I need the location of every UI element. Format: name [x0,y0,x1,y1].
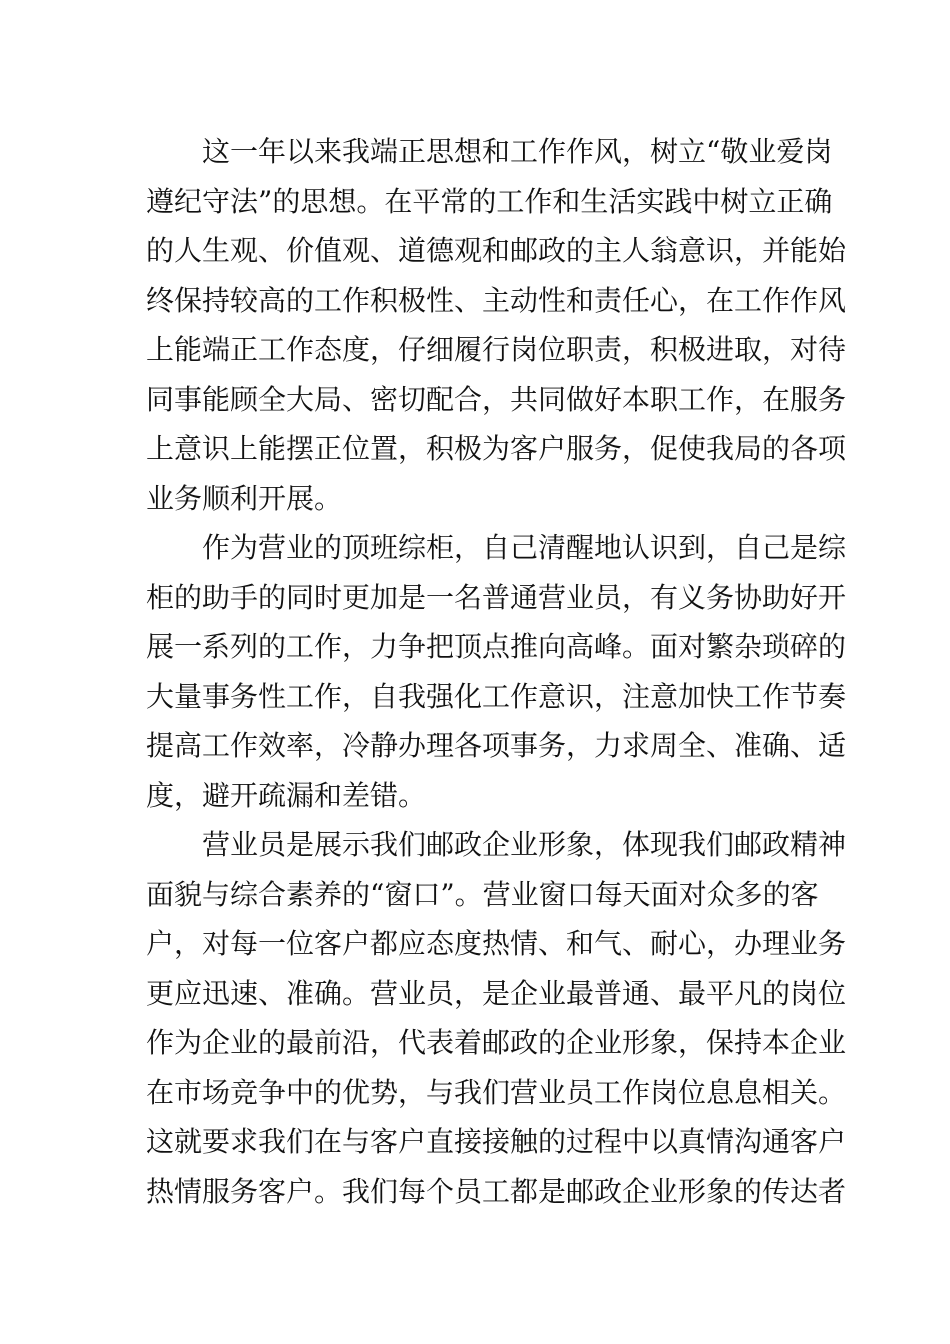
text-line: 业务顺利开展。 [146,481,343,515]
text-line: 上能端正工作态度，仔细履行岗位职责，积极进取，对待 [146,333,847,366]
text-line: 终保持较高的工作积极性、主动性和责任心，在工作作风 [146,283,847,317]
text-line: 大量事务性工作，自我强化工作意识，注意加快工作节奏 [146,679,847,713]
text-line: 度，避开疏漏和差错。 [146,778,427,812]
paragraph-2 [146,523,847,820]
text-line: 户，对每一位客户都应态度热情、和气、耐心，办理业务 [146,927,847,960]
text-line: 提高工作效率，冷静办理各项事务，力求周全、准确、适 [146,729,847,762]
text-line: 柜的助手的同时更加是一名普通营业员，有义务协助好开 [146,580,847,614]
text-line: 在市场竞争中的优势，与我们营业员工作岗位息息相关。 [146,1075,847,1109]
text-line: 上意识上能摆正位置，积极为客户服务，促使我局的各项 [146,432,847,465]
text-line: 面貌与综合素养的“窗口”。营业窗口每天面对众多的客 [146,877,819,911]
text-line: 营业员是展示我们邮政企业形象，体现我们邮政精神 [202,828,847,861]
paragraph-3 [146,820,847,1216]
text-line: 更应迅速、准确。营业员，是企业最普通、最平凡的岗位 [146,976,847,1010]
text-line: 热情服务客户。我们每个员工都是邮政企业形象的传达者 [146,1174,847,1208]
text-line: 这一年以来我端正思想和工作作风，树立“敬业爱岗 [202,135,833,168]
text-line: 作为营业的顶班综柜，自己清醒地认识到，自己是综 [202,531,847,564]
paragraph-1 [146,127,847,523]
text-line: 的人生观、价值观、道德观和邮政的主人翁意识，并能始 [146,234,847,267]
text-line: 同事能顾全大局、密切配合，共同做好本职工作，在服务 [146,382,847,416]
text-line: 展一系列的工作，力争把顶点推向高峰。面对繁杂琐碎的 [146,630,847,663]
text-line: 这就要求我们在与客户直接接触的过程中以真情沟通客户 [146,1125,847,1158]
body-text [146,127,847,1216]
text-line: 遵纪守法”的思想。在平常的工作和生活实践中树立正确 [146,184,833,218]
text-line: 作为企业的最前沿，代表着邮政的企业形象，保持本企业 [146,1026,847,1059]
